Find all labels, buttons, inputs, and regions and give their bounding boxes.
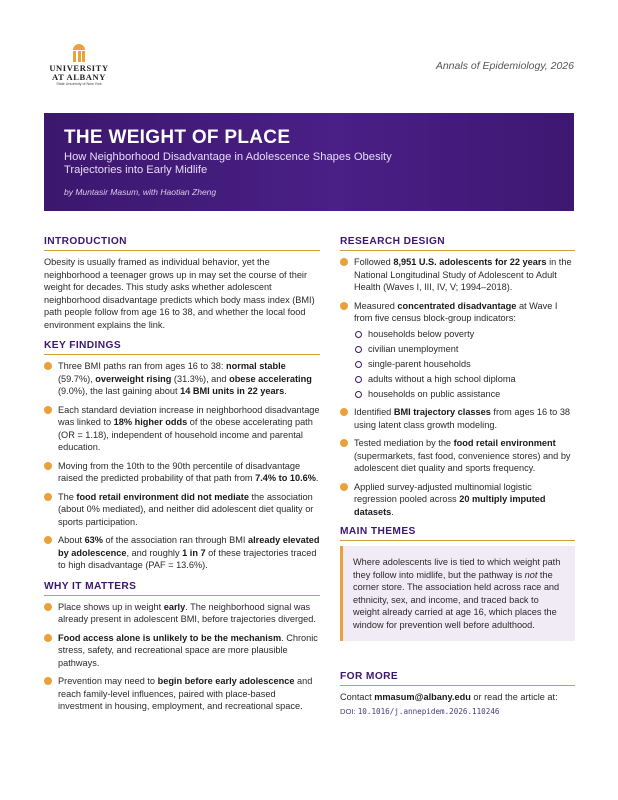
bullet-dot-icon: [340, 302, 348, 310]
logo-suny: State University of New York: [56, 82, 102, 86]
contact-text: Contact mmasum@albany.edu or read the article at:: [340, 692, 558, 702]
list-item: Food access alone is unlikely to be the mechanism. Chronic stress, safety, and recreational space are more plausible pathways.: [44, 632, 320, 670]
list-item: Identified BMI trajectory classes from ages 16 to 38 using latent class growth modeling.: [340, 406, 575, 431]
circle-bullet-icon: [355, 376, 362, 383]
bullet-dot-icon: [340, 408, 348, 416]
list-item: Place shows up in weight early. The neighborhood signal was already present in adolescent BMI, before trajectories diverged.: [44, 601, 320, 626]
doi-line: DOI: 10.1016/j.annepidem.2026.110246: [340, 706, 500, 716]
bullet-dot-icon: [44, 493, 52, 501]
page-title: THE WEIGHT OF PLACE: [64, 127, 291, 148]
circle-bullet-icon: [355, 346, 362, 353]
right-column: [340, 236, 575, 716]
indicator-item: households below poverty: [354, 328, 575, 341]
main-themes-heading: MAIN THEMES: [340, 526, 575, 541]
bullet-dot-icon: [44, 536, 52, 544]
list-item: Moving from the 10th to the 90th percentile of disadvantage raised the predicted probability of that path from 7.4% to 10.6%.: [44, 460, 320, 485]
introduction-heading: INTRODUCTION: [44, 236, 320, 251]
list-item: Three BMI paths ran from ages 16 to 38: normal stable (59.7%), overweight rising (31.3%), and obese accelerating (9.0%), the last gaining about 14 BMI units in 22 years.: [44, 360, 320, 398]
research-design-heading: RESEARCH DESIGN: [340, 236, 575, 251]
logo-university: UNIVERSITY: [49, 63, 109, 73]
doi-link[interactable]: 10.1016/j.annepidem.2026.110246: [357, 706, 500, 716]
bullet-dot-icon: [44, 603, 52, 611]
university-logo: [44, 44, 114, 87]
list-item: Prevention may need to begin before early adolescence and reach family-level influences, paired with place-based investment in housing, employment, and recreational space.: [44, 675, 320, 713]
email-link[interactable]: mmasum@albany.edu: [374, 692, 471, 702]
authors: by Muntasir Masum, with Haotian Zheng: [64, 187, 217, 197]
journal-citation: Annals of Epidemiology, 2026: [435, 60, 574, 72]
circle-bullet-icon: [355, 331, 362, 338]
title-banner: [44, 113, 574, 211]
key-findings-list: [44, 360, 320, 572]
circle-bullet-icon: [355, 361, 362, 368]
list-item: Each standard deviation increase in neighborhood disadvantage was linked to 18% higher odds of the obese accelerating path (OR = 1.18), independent of household income and parental education.: [44, 404, 320, 454]
bullet-dot-icon: [44, 677, 52, 685]
indicator-item: households on public assistance: [354, 388, 575, 401]
list-item: About 63% of the association ran through BMI already elevated by adolescence, and roughly 1 in 7 of these trajectories traced to high disadvantage (PAF = 13.6%).: [44, 534, 320, 572]
research-design-list: [340, 256, 575, 518]
introduction-text: Obesity is usually framed as individual behavior, yet the neighborhood a teenager grows up in may set the course of their weight for decades. This study asks whether adolescent neighborhood disadvantage predicts which body mass index (BMI) path people follow from age 16 to 38, and whether the local food environment explains the link.: [44, 257, 315, 330]
list-item: Followed 8,951 U.S. adolescents for 22 years in the National Longitudinal Study of Adolescent to Adult Health (Waves I, III, IV, V; 1994–2018).: [340, 256, 575, 294]
list-item: Applied survey-adjusted multinomial logistic regression pooled across 20 multiply imputed datasets.: [340, 481, 575, 519]
indicator-item: adults without a high school diploma: [354, 373, 575, 386]
list-item: Tested mediation by the food retail environment (supermarkets, fast food, convenience stores) and by adolescent diet quality and sports frequency.: [340, 437, 575, 475]
why-it-matters-list: [44, 601, 320, 713]
page-subtitle: How Neighborhood Disadvantage in Adolescence Shapes Obesity Trajectories into Early Midlife: [64, 151, 392, 176]
main-themes-callout: Where adolescents live is tied to which weight path they follow into midlife, but the pathway is not the corner store. The association held across race and ethnicity, sex, and income, and traced back to weight already carried at age 16, which places the window for prevention well before adulthood.: [340, 546, 575, 641]
bullet-dot-icon: [340, 483, 348, 491]
logo-at-albany: AT ALBANY: [52, 72, 106, 82]
university-seal-icon: [71, 44, 87, 62]
circle-bullet-icon: [355, 391, 362, 398]
indicator-item: civilian unemployment: [354, 343, 575, 356]
indicator-list: [354, 328, 575, 401]
indicator-item: single-parent households: [354, 358, 575, 371]
for-more-heading: FOR MORE: [340, 671, 575, 686]
bullet-dot-icon: [44, 634, 52, 642]
bullet-dot-icon: [44, 406, 52, 414]
bullet-dot-icon: [44, 462, 52, 470]
list-item: Measured concentrated disadvantage at Wave I from five census block-group indicators: households below poverty civilian unemployment single-parent households adults without a high school diploma households on public assistance: [340, 300, 575, 401]
why-it-matters-heading: WHY IT MATTERS: [44, 581, 320, 596]
bullet-dot-icon: [44, 362, 52, 370]
bullet-dot-icon: [340, 439, 348, 447]
list-item: The food retail environment did not mediate the association (about 0% mediated), and neither did adolescent diet quality or sports participation.: [44, 491, 320, 529]
bullet-dot-icon: [340, 258, 348, 266]
key-findings-heading: KEY FINDINGS: [44, 340, 320, 355]
left-column: [44, 236, 320, 719]
